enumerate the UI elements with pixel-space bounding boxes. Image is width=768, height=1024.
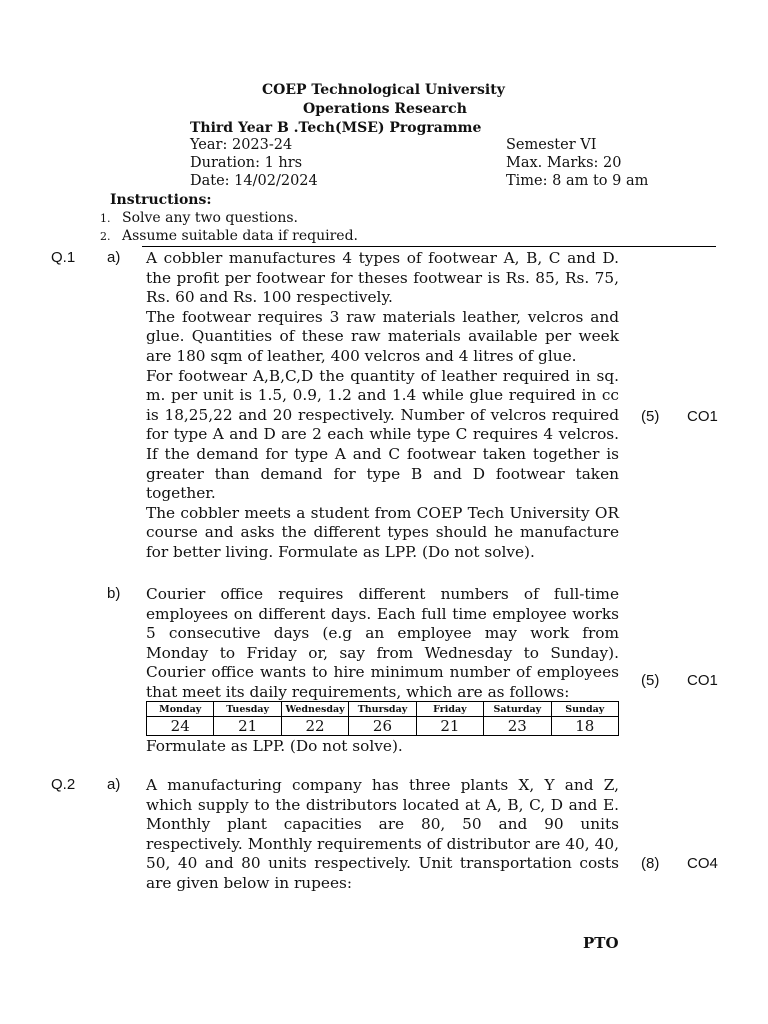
instruction-item (100, 210, 298, 226)
instruction-number: 1. (100, 212, 111, 225)
question-paragraph: A manufacturing company has three plants X, Y and Z, which supply to the distributors located at A, B, C, D and E. Monthly plant capacities are 80, 50 and 90 units respectively. Monthly requirements of distributor are 40, 40, 50, 40 and 80 units respectively. Unit transportation costs are given below in rupees: (146, 776, 619, 892)
course-outcome: CO1 (687, 672, 718, 689)
table-header-row (147, 702, 619, 717)
table-header-cell: Thursday (349, 702, 416, 717)
question-paragraph: Courier office requires different numbers of full-time employees on different days. Each full time employee works 5 consecutive days (e.g an employee may work from Monday to Friday or, say from Wednesday to Sunday). Courier office wants to hire minimum number of employees that meet its daily requirements, which are as follows: (146, 585, 619, 701)
university-name: COEP Technological University (262, 82, 505, 98)
instruction-number: 2. (100, 230, 111, 243)
table-cell: 22 (281, 717, 348, 736)
table-header-cell: Friday (416, 702, 483, 717)
question-paragraph: For footwear A,B,C,D the quantity of leather required in sq. m. per unit is 1.5, 0.9, 1.2 and 1.4 while glue required in cc is 18,25,22 and 20 respectively. Number of velcros required for type A and D are 2 each while type C requires 4 velcros. If the demand for type A and C footwear taken together is greater than demand for type B and D footwear taken together. (146, 366, 619, 503)
table-cell: 21 (214, 717, 281, 736)
instruction-item (100, 228, 358, 244)
daily-requirements-table (146, 701, 619, 736)
part-label: a) (107, 249, 121, 266)
course-outcome: CO4 (687, 855, 718, 872)
programme-name: Third Year B .Tech(MSE) Programme (190, 120, 482, 136)
question-footer-text (146, 737, 619, 757)
course-outcome: CO1 (687, 408, 718, 425)
question-paragraph: Formulate as LPP. (Do not solve). (146, 737, 403, 755)
table-cell: 24 (147, 717, 214, 736)
table-header-cell: Tuesday (214, 702, 281, 717)
question-text (146, 249, 619, 563)
instructions-title: Instructions: (110, 192, 212, 208)
question-paragraph: The footwear requires 3 raw materials leather, velcros and glue. Quantities of these raw materials available per week are 180 sqm of leather, 400 velcros and 4 litres of glue. (146, 307, 619, 365)
exam-time: Time: 8 am to 9 am (506, 173, 649, 189)
table-header-cell: Wednesday (281, 702, 348, 717)
semester: Semester VI (506, 137, 597, 153)
academic-year: Year: 2023-24 (190, 137, 293, 153)
table-header-cell: Sunday (551, 702, 618, 717)
marks-label: (5) (641, 672, 660, 689)
header-divider (142, 246, 716, 247)
exam-date: Date: 14/02/2024 (190, 173, 318, 189)
exam-duration: Duration: 1 hrs (190, 155, 303, 171)
question-number: Q.1 (51, 249, 76, 266)
instruction-text: Assume suitable data if required. (122, 228, 358, 244)
page-turn-over: PTO (583, 934, 619, 952)
marks-label: (5) (641, 408, 660, 425)
instruction-text: Solve any two questions. (122, 210, 298, 226)
question-paragraph: The cobbler meets a student from COEP Tech University OR course and asks the different types should he manufacture for better living. Formulate as LPP. (Do not solve). (146, 503, 619, 561)
table-cell: 21 (416, 717, 483, 736)
table-header-cell: Saturday (484, 702, 551, 717)
table-cell: 23 (484, 717, 551, 736)
question-number: Q.2 (51, 776, 76, 793)
part-label: a) (107, 776, 121, 793)
table-cell: 18 (551, 717, 618, 736)
table-cell: 26 (349, 717, 416, 736)
table-row (147, 717, 619, 736)
question-text (146, 585, 619, 703)
question-text (146, 776, 619, 894)
max-marks: Max. Marks: 20 (506, 155, 622, 171)
course-name: Operations Research (303, 101, 467, 117)
table-header-cell: Monday (147, 702, 214, 717)
question-paragraph: A cobbler manufactures 4 types of footwear A, B, C and D. the profit per footwear for theses footwear is Rs. 85, Rs. 75, Rs. 60 and Rs. 100 respectively. (146, 249, 619, 307)
marks-label: (8) (641, 855, 660, 872)
part-label: b) (107, 585, 121, 602)
